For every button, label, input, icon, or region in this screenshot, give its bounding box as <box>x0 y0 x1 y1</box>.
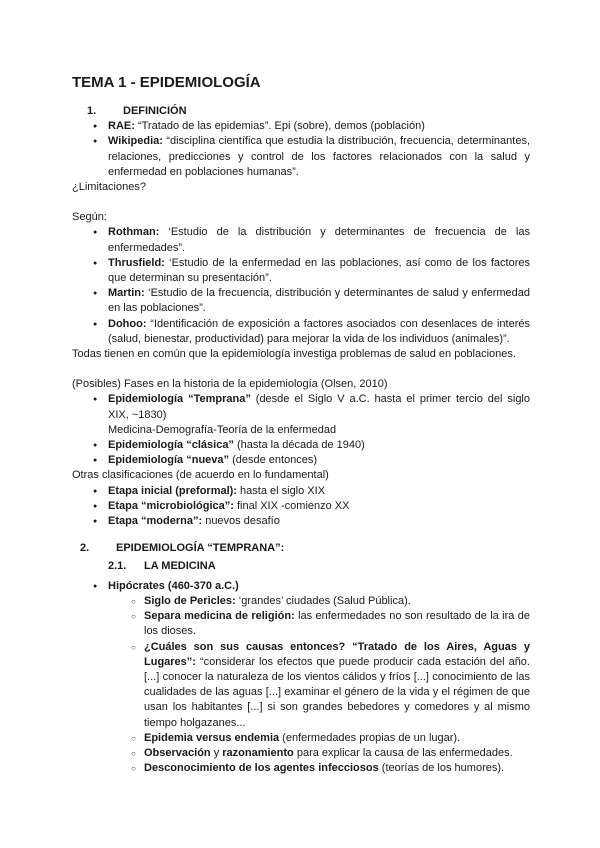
list-item <box>108 134 530 180</box>
item-text: para explicar la causa de las enfermedades. <box>293 746 513 759</box>
item-text: (teorías de los humores). <box>378 762 505 775</box>
item-note: Medicina-Demografía-Teoría de la enfermedad <box>108 423 337 436</box>
paragraph: ¿Limitaciones? <box>72 181 146 194</box>
item-label: Epidemiología “clásica” <box>108 439 234 452</box>
section-title: DEFINICIÓN <box>123 105 187 117</box>
section-number: 2. <box>80 542 90 555</box>
item-label: Siglo de Pericles: <box>144 594 236 607</box>
sub-list-item <box>144 594 530 609</box>
list-item <box>108 499 530 514</box>
item-text: “Identificación de exposición a factores asociados con desenlaces de interés (salud, bienestar, productividad) para mejorar la vida de los individuos (animales)”. <box>108 317 530 345</box>
section-title: EPIDEMIOLOGÍA “TEMPRANA”: <box>116 542 285 555</box>
item-text: ‘Estudio de la distribución y determinantes de frecuencia de las enfermedades”. <box>108 226 530 254</box>
section-2-heading <box>80 541 600 556</box>
item-text: ‘grandes’ ciudades (Salud Pública). <box>235 594 411 607</box>
item-text: final XIX -comienzo XX <box>233 499 350 512</box>
item-label: Martin: <box>108 287 145 300</box>
item-label: Etapa inicial (preformal): <box>108 484 237 497</box>
list-item <box>108 392 530 438</box>
item-text: hasta el siglo XIX <box>236 484 326 497</box>
item-text: nuevos desafío <box>202 515 280 528</box>
sub-list-item <box>144 609 530 639</box>
item-label: Rothman: <box>108 226 160 239</box>
item-label: razonamiento <box>222 746 294 759</box>
item-text: ‘Estudio de la frecuencia, distribución y determinantes de salud y enfermedad en las poblaciones”. <box>108 287 530 315</box>
paragraph: (Posibles) Fases en la historia de la epidemiología (Olsen, 2010) <box>72 378 388 391</box>
item-label: Wikipedia: <box>108 135 163 148</box>
item-label: Epidemiología “Temprana” <box>108 393 251 406</box>
item-text: las enfermedades no son resultado de la ira de los dioses. <box>144 610 530 638</box>
item-label: Thrusfield: <box>108 256 165 269</box>
list-item <box>108 514 530 529</box>
list-item <box>108 317 530 347</box>
item-label: RAE: <box>108 120 135 133</box>
item-text: (desde entonces) <box>229 454 318 467</box>
item-text: (hasta la década de 1940) <box>233 439 365 452</box>
item-text: “disciplina científica que estudia la distribución, frecuencia, determinantes, relaciones, predicciones y control de los factores relacionados con la salud y enfermedad en poblaciones humanas”. <box>108 135 530 178</box>
page-title: TEMA 1 - EPIDEMIOLOGÍA <box>72 74 261 91</box>
sub-list-item <box>144 640 530 731</box>
item-text: ‘Estudio de la enfermedad en las poblaciones, así como de los factores que determinan su presentación”. <box>108 256 530 285</box>
item-label: Epidemia versus endemia <box>144 731 280 744</box>
list-item <box>108 119 530 134</box>
item-label: Separa medicina de religión: <box>144 610 295 623</box>
item-text: “Tratado de las epidemias”. Epi (sobre), demos (población) <box>134 120 425 133</box>
item-text: (enfermedades propias de un lugar). <box>279 731 461 744</box>
list-item <box>108 438 530 453</box>
list-item <box>108 453 530 468</box>
subsection-number: 2.1. <box>108 560 127 573</box>
subsection-heading <box>108 559 600 574</box>
subsection-title: LA MEDICINA <box>144 560 216 573</box>
section-1-heading <box>87 104 600 119</box>
list-item: ● Hipócrates (460-370 a.C.) <box>108 579 530 594</box>
list-item <box>108 256 530 286</box>
item-label: ¿Cuáles son sus causas entonces? “Tratado de los Aires, Aguas y Lugares”: <box>144 640 530 668</box>
paragraph: Todas tienen en común que la epidemiología investiga problemas de salud en poblaciones. <box>72 348 516 361</box>
item-label: Etapa “microbiológica”: <box>108 499 234 512</box>
section-number: 1. <box>87 105 97 117</box>
item-text: “considerar los efectos que puede producir cada estación del año. [...] conocer la naturaleza de los vientos cálidos y fríos [...] conocimiento de las cualidades de las aguas [...] examinar el género de la vida y el régimen de que usan los habitantes [...] si son grandes bebedores y comedores y al mismo tiempo holgazanes... <box>144 655 530 729</box>
paragraph: Según: <box>72 211 107 224</box>
item-label: Etapa “moderna”: <box>108 515 203 528</box>
sub-list-item <box>144 746 530 761</box>
paragraph: Otras clasificaciones (de acuerdo en lo fundamental) <box>72 469 329 482</box>
sub-list-item <box>144 761 530 776</box>
item-text: (desde el Siglo V a.C. hasta el primer tercio del siglo XIX, ~1830) <box>108 393 530 421</box>
list-item <box>108 484 530 499</box>
list-item <box>108 225 530 255</box>
item-label: Epidemiología “nueva” <box>108 454 230 467</box>
item-text: y <box>210 746 223 759</box>
item-label: Observación <box>144 746 211 759</box>
sub-list-item <box>144 731 530 746</box>
item-label: Dohoo: <box>108 317 147 330</box>
item-label: Desconocimiento de los agentes infecciosos <box>144 762 379 775</box>
list-item <box>108 286 530 316</box>
